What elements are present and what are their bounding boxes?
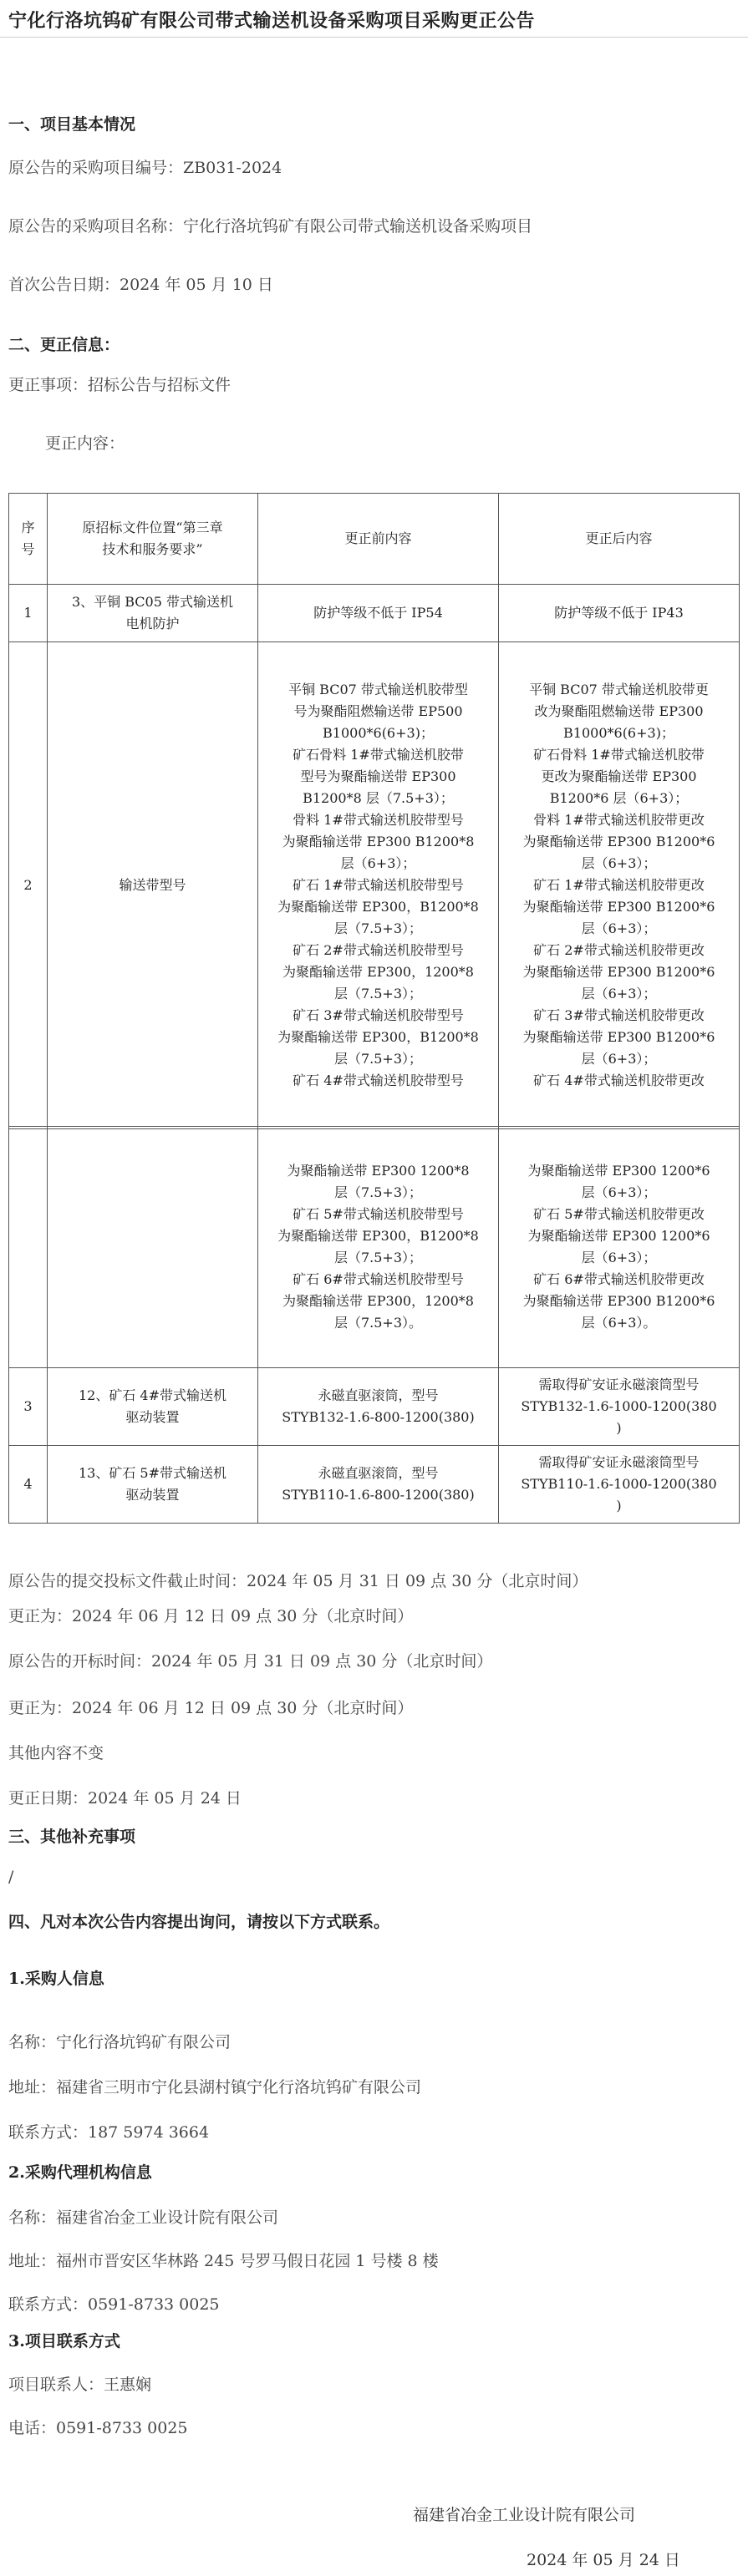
row-before: 永磁直驱滚筒，型号 STYB110-1.6-800-1200(380) xyxy=(258,1446,499,1524)
project-contact-phone: 电话：0591-8733 0025 xyxy=(8,2419,188,2437)
row-no: 4 xyxy=(9,1446,48,1524)
page-title: 宁化行洛坑钨矿有限公司带式输送机设备采购项目采购更正公告 xyxy=(8,10,536,32)
buyer-phone: 联系方式：187 5974 3664 xyxy=(8,2123,210,2142)
buyer-name: 名称：宁化行洛坑钨矿有限公司 xyxy=(8,2033,232,2051)
row-position: 12、矿石 4#带式输送机 驱动装置 xyxy=(48,1368,258,1446)
section-2-heading: 二、更正信息： xyxy=(8,336,120,354)
row-after: 防护等级不低于 IP43 xyxy=(499,585,740,642)
title-divider xyxy=(0,37,748,38)
signature-organization: 福建省冶金工业设计院有限公司 xyxy=(413,2506,636,2524)
project-contact-person: 项目联系人：王惠娴 xyxy=(8,2376,152,2394)
table-row xyxy=(9,585,740,642)
row-no xyxy=(9,1127,48,1368)
project-name: 原公告的采购项目名称：宁化行洛坑钨矿有限公司带式输送机设备采购项目 xyxy=(8,217,533,236)
row-before: 防护等级不低于 IP54 xyxy=(258,585,499,642)
correction-table-continued xyxy=(8,1126,740,1524)
correction-date: 更正日期：2024 年 05 月 24 日 xyxy=(8,1789,242,1808)
row-before: 永磁直驱滚筒，型号 STYB132-1.6-800-1200(380) xyxy=(258,1368,499,1446)
row-position xyxy=(48,1127,258,1368)
agent-address: 地址：福州市晋安区华林路 245 号罗马假日花园 1 号楼 8 楼 xyxy=(8,2252,439,2270)
header-before: 更正前内容 xyxy=(258,494,499,585)
signature-date: 2024 年 05 月 24 日 xyxy=(527,2551,680,2569)
table-row xyxy=(9,1368,740,1446)
row-position: 输送带型号 xyxy=(48,642,258,1129)
row-after: 为聚酯输送带 EP300 1200*6 层（6+3）； 矿石 5#带式输送机胶带更改 为聚酯输送带 EP300 1200*6 层（6+3）； 矿石 6#带式输送机胶带更改 为聚酯输送带 EP300 B1200*6 层（6+3）。 xyxy=(499,1127,740,1368)
correction-item: 更正事项：招标公告与招标文件 xyxy=(8,376,232,394)
correction-table xyxy=(8,493,740,1129)
section-1-heading: 一、项目基本情况 xyxy=(8,115,136,134)
row-position: 3、平铜 BC05 带式输送机 电机防护 xyxy=(48,585,258,642)
agent-name: 名称：福建省冶金工业设计院有限公司 xyxy=(8,2208,279,2227)
first-announce-date: 首次公告日期：2024 年 05 月 10 日 xyxy=(8,276,273,294)
row-no: 2 xyxy=(9,642,48,1129)
row-position: 13、矿石 5#带式输送机 驱动装置 xyxy=(48,1446,258,1524)
table-row xyxy=(9,1446,740,1524)
project-number: 原公告的采购项目编号：ZB031-2024 xyxy=(8,159,282,177)
header-after: 更正后内容 xyxy=(499,494,740,585)
section-3-heading: 三、其他补充事项 xyxy=(8,1828,136,1846)
buyer-info-heading: 1.采购人信息 xyxy=(8,1970,104,1988)
table-header-row xyxy=(9,494,740,585)
agent-phone: 联系方式：0591-8733 0025 xyxy=(8,2295,220,2314)
row-after: 需取得矿安证永磁滚筒型号 STYB132-1.6-1000-1200(380 ) xyxy=(499,1368,740,1446)
section-4-heading: 四、凡对本次公告内容提出询问，请按以下方式联系。 xyxy=(8,1913,390,1931)
buyer-address: 地址：福建省三明市宁化县湖村镇宁化行洛坑钨矿有限公司 xyxy=(8,2078,422,2097)
row-before: 平铜 BC07 带式输送机胶带型 号为聚酯阻燃输送带 EP500 B1000*6(6+3)； 矿石骨料 1#带式输送机胶带 型号为聚酯输送带 EP300 B1200*8 层（7.5+3）； 骨料 1#带式输送机胶带型号 为聚酯输送带 EP300 B1200*8 层（6+3）； 矿石 1#带式输送机胶带型号 为聚酯输送带 EP300，B1200*8 层（7.5+3）； 矿石 2#带式输送机胶带型号 为聚酯输送带 EP300，1200*8 层（7.5+3）； 矿石 3#带式输送机胶带型号 为聚酯输送带 EP300，B1200*8 层（7.5+3）； 矿石 4#带式输送机胶带型号 xyxy=(258,642,499,1129)
agent-info-heading: 2.采购代理机构信息 xyxy=(8,2163,152,2182)
section-3-body: / xyxy=(8,1868,14,1886)
bid-deadline-new: 更正为：2024 年 06 月 12 日 09 点 30 分（北京时间） xyxy=(8,1607,414,1625)
table-row xyxy=(9,1127,740,1368)
row-no: 3 xyxy=(9,1368,48,1446)
table-row xyxy=(9,642,740,1129)
header-no: 序 号 xyxy=(9,494,48,585)
other-content-unchanged: 其他内容不变 xyxy=(8,1744,104,1762)
row-no: 1 xyxy=(9,585,48,642)
header-position: 原招标文件位置“第三章 技术和服务要求” xyxy=(48,494,258,585)
row-before: 为聚酯输送带 EP300 1200*8 层（7.5+3）； 矿石 5#带式输送机胶带型号 为聚酯输送带 EP300，B1200*8 层（7.5+3）； 矿石 6#带式输送机胶带型号 为聚酯输送带 EP300，1200*8 层（7.5+3）。 xyxy=(258,1127,499,1368)
project-contact-heading: 3.项目联系方式 xyxy=(8,2332,120,2350)
opening-time-original: 原公告的开标时间：2024 年 05 月 31 日 09 点 30 分（北京时间） xyxy=(8,1652,493,1671)
row-after: 平铜 BC07 带式输送机胶带更 改为聚酯阻燃输送带 EP300 B1000*6(6+3)； 矿石骨料 1#带式输送机胶带 更改为聚酯输送带 EP300 B1200*6 层（6+3）； 骨料 1#带式输送机胶带更改 为聚酯输送带 EP300 B1200*6 层（6+3）； 矿石 1#带式输送机胶带更改 为聚酯输送带 EP300 B1200*6 层（6+3）； 矿石 2#带式输送机胶带更改 为聚酯输送带 EP300 B1200*6 层（6+3）； 矿石 3#带式输送机胶带更改 为聚酯输送带 EP300 B1200*6 层（6+3）； 矿石 4#带式输送机胶带更改 xyxy=(499,642,740,1129)
correction-content-label: 更正内容： xyxy=(45,434,125,453)
row-after: 需取得矿安证永磁滚筒型号 STYB110-1.6-1000-1200(380 ) xyxy=(499,1446,740,1524)
opening-time-new: 更正为：2024 年 06 月 12 日 09 点 30 分（北京时间） xyxy=(8,1699,414,1717)
bid-deadline-original: 原公告的提交投标文件截止时间：2024 年 05 月 31 日 09 点 30 分（北京时间） xyxy=(8,1572,588,1590)
